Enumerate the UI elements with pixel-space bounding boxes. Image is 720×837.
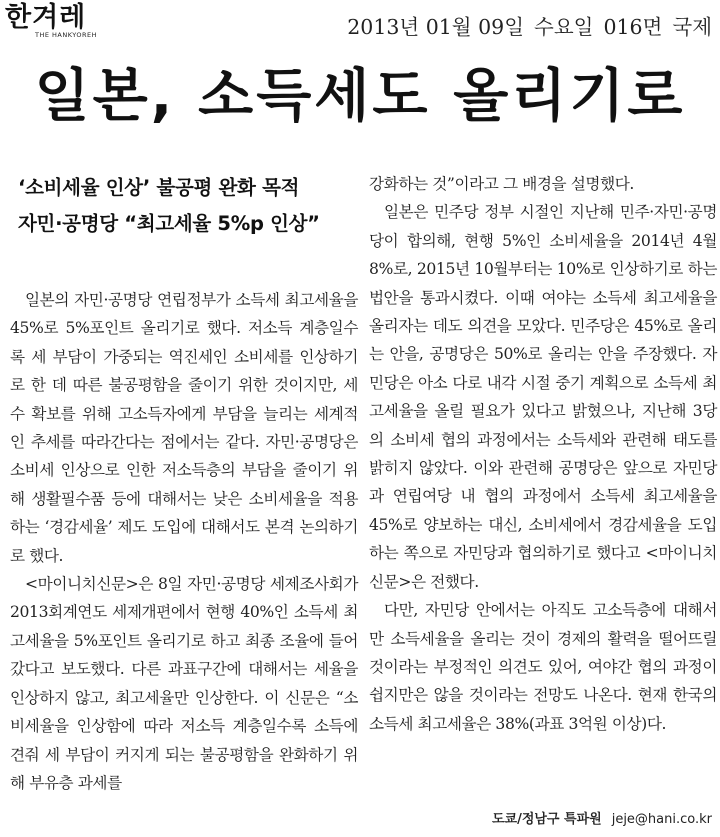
reporter-email: jeje@hani.co.kr: [611, 812, 712, 827]
paragraph: <마이니치신문>은 8일 자민·공명당 세제조사회가 2013회계연도 세제개편에서 현행 40%인 소득세 최고세율을 5%포인트 올리기로 하고 최종 조율에 들어갔다고 보도했다. 다른 과표구간에 대해서는 세율을 인상하지 않고, 최고세율만 인상한다. 이 신문은 “소비세율을 인상함에 따라 저소득 계층일수록 소득에 견줘 세 부담이 커지게 되는 불공평함을 완화하기 위해 부유층 과세를: [10, 575, 358, 792]
publication-weekday: 수요일: [534, 15, 594, 39]
subheadline-2: 자민·공명당 “최고세율 5%p 인상”: [18, 212, 320, 235]
logo-text: 한겨레: [5, 2, 87, 33]
paragraph: 일본의 자민·공명당 연립정부가 소득세 최고세율을 45%로 5%포인트 올리기로 했다. 저소득 계층일수록 세 부담이 가중되는 역진세인 소비세를 인상하기로 한 데 따른 불공평함을 줄이기 위한 것이지만, 세수 확보를 위해 고소득자에게 부담을 늘리는 세계적인 추세를 따라간다는 점에서는 같다. 자민·공명당은 소비세 인상으로 인한 저소득층의 부담을 줄이기 위해 생활필수품 등에 대해서는 낮은 소비세율을 적용하는 ‘경감세율’ 제도 도입에 대해서도 본격 논의하기로 했다.: [10, 291, 358, 565]
publication-date: 2013년 01월 09일: [347, 15, 525, 39]
paragraph: 강화하는 것”이라고 그 배경을 설명했다.: [369, 175, 634, 193]
paragraph: 일본은 민주당 정부 시절인 지난해 민주·자민·공명당이 합의해, 현행 5%인 소비세율을 2014년 4월 8%로, 2015년 10월부터는 10%로 인상하기로 하는 법안을 통과시켰다. 이때 여야는 소득세 최고세율을 올리자는 데도 의견을 모았다. 민주당은 45%로 올리는 안을, 공명당은 50%로 올리는 안을 주장했다. 자민당은 아소 다로 내각 시절 중기 계획으로 소득세 최고세율을 올릴 필요가 있다고 밝혔으나, 지난해 3당의 소비세 협의 과정에서는 소득세와 관련해 태도를 밝히지 않았다. 이와 관련해 공명당은 앞으로 자민당과 연립여당 내 협의 과정에서 소득세 최고세율을 45%로 양보하는 대신, 소비세에서 경감세율을 도입하는 쪽으로 자민당과 협의하기로 했다고 <마이니치신문>은 전했다.: [369, 203, 717, 591]
paragraph: 다만, 자민당 안에서는 아직도 고소득층에 대해서만 소득세율을 올리는 것이 경제의 활력을 떨어뜨릴 것이라는 부정적인 의견도 있어, 여야간 협의 과정이 쉽지만은 않을 것이라는 전망도 나온다. 현재 한국의 소득세 최고세율은 38%(과표 3억원 이상)다.: [369, 601, 717, 733]
headline: 일본, 소득세도 올리기로: [34, 63, 686, 129]
page-number: 016면: [603, 15, 663, 39]
section-name: 국제: [672, 15, 712, 39]
logo-subtitle: THE HANKYOREH: [35, 31, 98, 39]
byline: [492, 808, 712, 827]
dateline: [347, 10, 712, 40]
hankyoreh-logo: [5, 3, 97, 45]
left-column: [10, 170, 358, 797]
reporter-name: 도쿄/정남구 특파원: [491, 812, 602, 827]
right-column: [369, 170, 717, 738]
article-body-left: [10, 286, 358, 797]
subheadline-1: ‘소비세율 인상’ 불공평 완화 목적: [18, 176, 300, 199]
article-body-right: [369, 170, 717, 738]
